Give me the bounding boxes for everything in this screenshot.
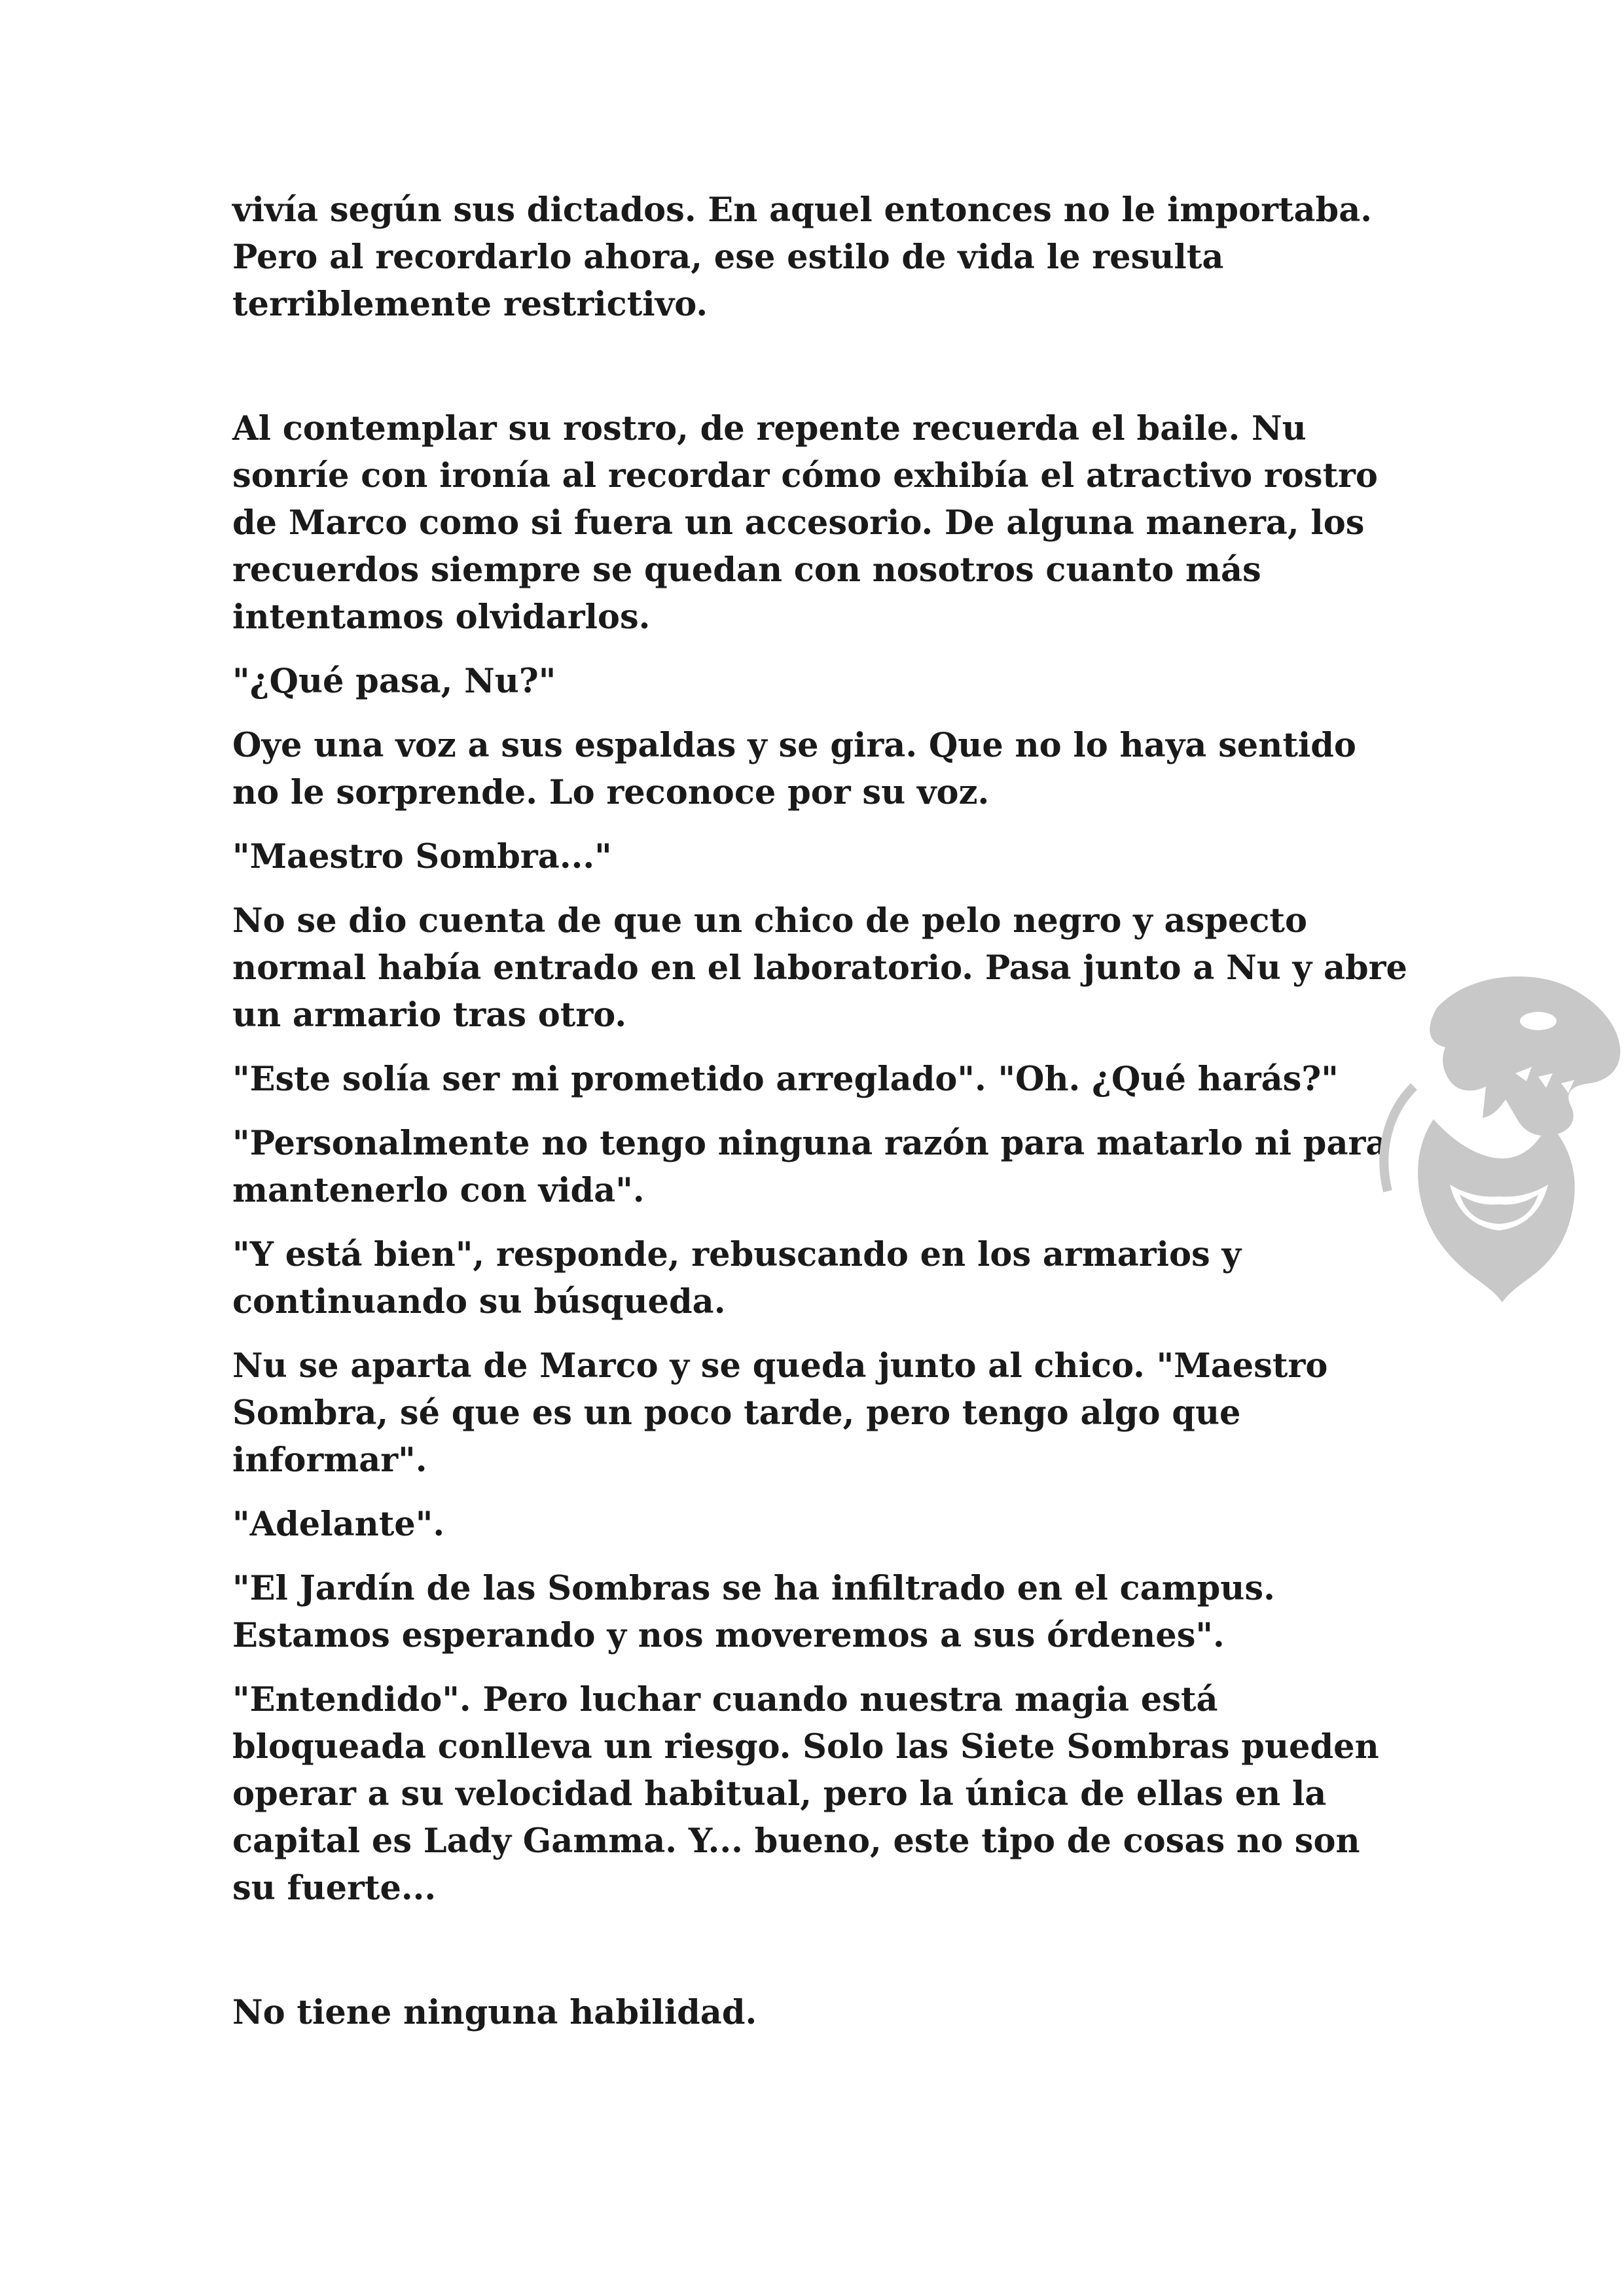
- paragraph-6: No se dio cuenta de que un chico de pelo negro y aspecto normal había entrado en el laboratorio. Pasa junto a Nu y abre un armario tras otro.: [232, 901, 1407, 1035]
- paragraph-2: Al contemplar su rostro, de repente recuerda el baile. Nu sonríe con ironía al recordar cómo exhibía el atractivo rostro de Marco como si fuera un accesorio. De alguna manera, los recuerdos siempre se quedan con nosotros cuanto más intentamos olvidarlos.: [232, 409, 1378, 637]
- paragraph-7: "Este solía ser mi prometido arreglado". "Oh. ¿Qué harás?": [232, 1060, 1339, 1099]
- paragraph-5: "Maestro Sombra...": [232, 837, 612, 876]
- paragraph-1: vivía según sus dictados. En aquel entonces no le importaba. Pero al recordarlo ahora, ese estilo de vida le resulta terriblemente restrictivo.: [232, 190, 1372, 324]
- paragraph-12: "El Jardín de las Sombras se ha infiltrado en el campus. Estamos esperando y nos moveremos a sus órdenes".: [232, 1569, 1275, 1655]
- paragraph-8: "Personalmente no tengo ninguna razón para matarlo ni para mantenerlo con vida".: [232, 1124, 1388, 1210]
- paragraph-13: "Entendido". Pero luchar cuando nuestra magia está bloqueada conlleva un riesgo. Solo las Siete Sombras pueden operar a su velocidad habitual, pero la única de ellas en la capital es Lady Gamma. Y... bueno, este tipo de cosas no son su fuerte...: [232, 1680, 1379, 1908]
- paragraph-3: "¿Qué pasa, Nu?": [232, 662, 556, 701]
- body-text: [232, 187, 1411, 2053]
- paragraph-9: "Y está bien", responde, rebuscando en los armarios y continuando su búsqueda.: [232, 1235, 1242, 1321]
- paragraph-4: Oye una voz a sus espaldas y se gira. Que no lo haya sentido no le sorprende. Lo reconoce por su voz.: [232, 726, 1356, 812]
- dinosaur-logo-icon: [1375, 969, 1623, 1309]
- paragraph-14: No tiene ninguna habilidad.: [232, 1993, 757, 2032]
- paragraph-11: "Adelante".: [232, 1505, 445, 1544]
- paragraph-10: Nu se aparta de Marco y se queda junto al chico. "Maestro Sombra, sé que es un poco tarde, pero tengo algo que informar".: [232, 1346, 1328, 1480]
